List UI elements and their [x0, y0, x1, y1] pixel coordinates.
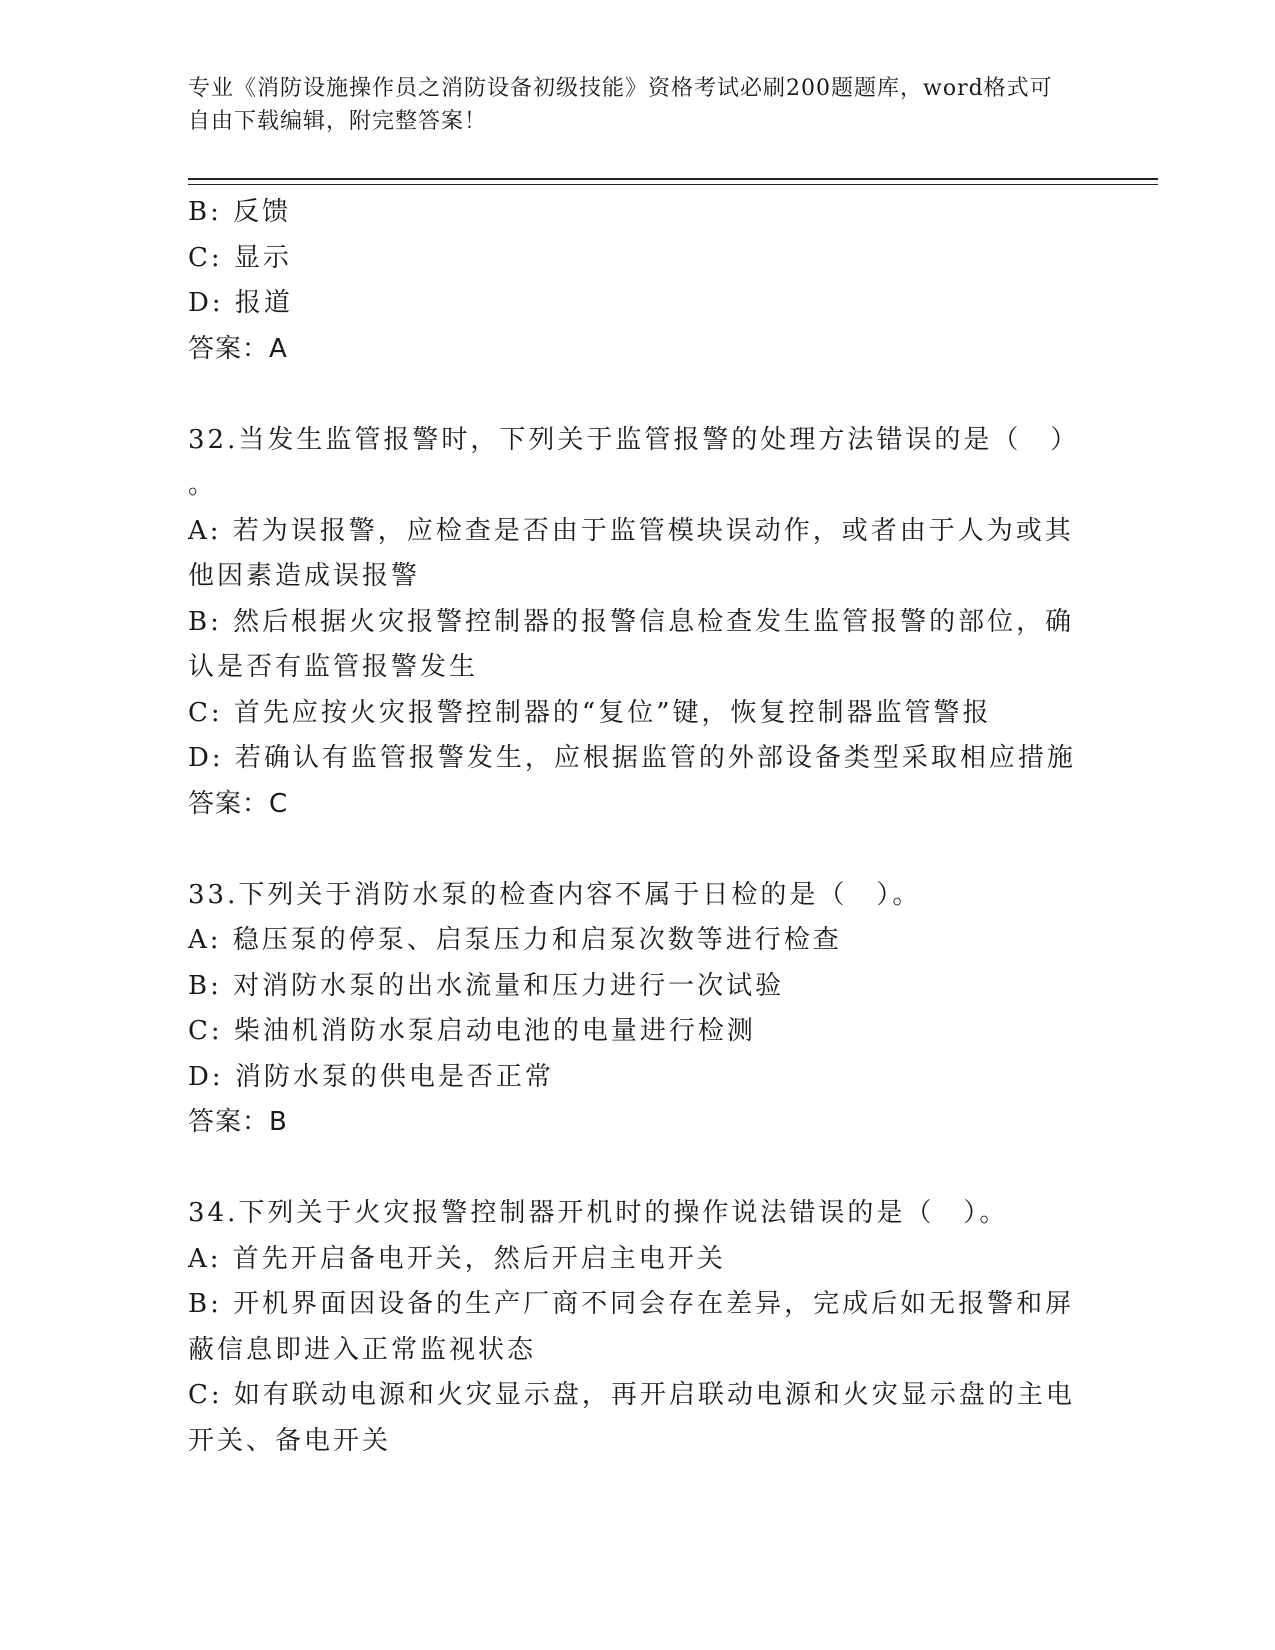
header-rule-thin: [188, 184, 1158, 185]
answer-label: 答案：A: [188, 333, 288, 364]
option-b: B: 然后根据火灾报警控制器的报警信息检查发生监管报警的部位，确: [188, 606, 1075, 637]
option-b: B: 反馈: [188, 197, 292, 227]
option-a: A: 若为误报警，应检查是否由于监管模块误动作，或者由于人为或其: [188, 515, 1074, 546]
question-stem: 34.下列关于火灾报警控制器开机时的操作说法错误的是（ ）。: [188, 1198, 1009, 1228]
option-b-continued: 蔽信息即进入正常监视状态: [188, 1334, 537, 1365]
option-d: D: 报道: [188, 288, 293, 318]
option-a: A: 稳压泵的停泵、启泵压力和启泵次数等进行检查: [188, 925, 842, 955]
question-stem: 32.当发生监管报警时，下列关于监管报警的处理方法错误的是（ ）: [188, 424, 1080, 455]
option-a-continued: 他因素造成误报警: [188, 561, 421, 591]
option-b: B: 开机界面因设备的生产厂商不同会存在差异，完成后如无报警和屏: [188, 1289, 1075, 1319]
option-d: D: 若确认有监管报警发生，应根据监管的外部设备类型采取相应措施: [188, 743, 1076, 773]
option-b: B: 对消防水泵的出水流量和压力进行一次试验: [188, 970, 785, 1001]
answer-label: 答案：B: [188, 1107, 288, 1137]
question-stem-continued: 。: [188, 470, 218, 500]
question-block: [188, 873, 1088, 1146]
option-d: D: 消防水泵的供电是否正常: [188, 1061, 554, 1092]
option-c: C: 柴油机消防水泵启动电池的电量进行检测: [188, 1016, 756, 1046]
question-stem: 33.下列关于消防水泵的检查内容不属于日检的是（ ）。: [188, 879, 922, 910]
question-block: [188, 1191, 1088, 1464]
page-header: 专业《消防设施操作员之消防设备初级技能》资格考试必刷200题题库，word格式可自由下载编辑，附完整答案！: [188, 76, 1053, 134]
option-c: C: 如有联动电源和火灾显示盘，再开启联动电源和火灾显示盘的主电: [188, 1380, 1075, 1410]
header-rule-thick: [188, 178, 1158, 180]
option-c-continued: 开关、备电开关: [188, 1425, 392, 1456]
document-content: [188, 190, 1088, 1464]
question-block: [188, 190, 1088, 372]
option-c: C: 首先应按火灾报警控制器的“复位”键，恢复控制器监管警报: [188, 697, 992, 728]
question-block: [188, 418, 1088, 828]
answer-label: 答案：C: [188, 788, 289, 819]
option-b-continued: 认是否有监管报警发生: [188, 652, 479, 682]
option-c: C: 显示: [188, 242, 292, 273]
option-a: A: 首先开启备电开关，然后开启主电开关: [188, 1243, 726, 1274]
